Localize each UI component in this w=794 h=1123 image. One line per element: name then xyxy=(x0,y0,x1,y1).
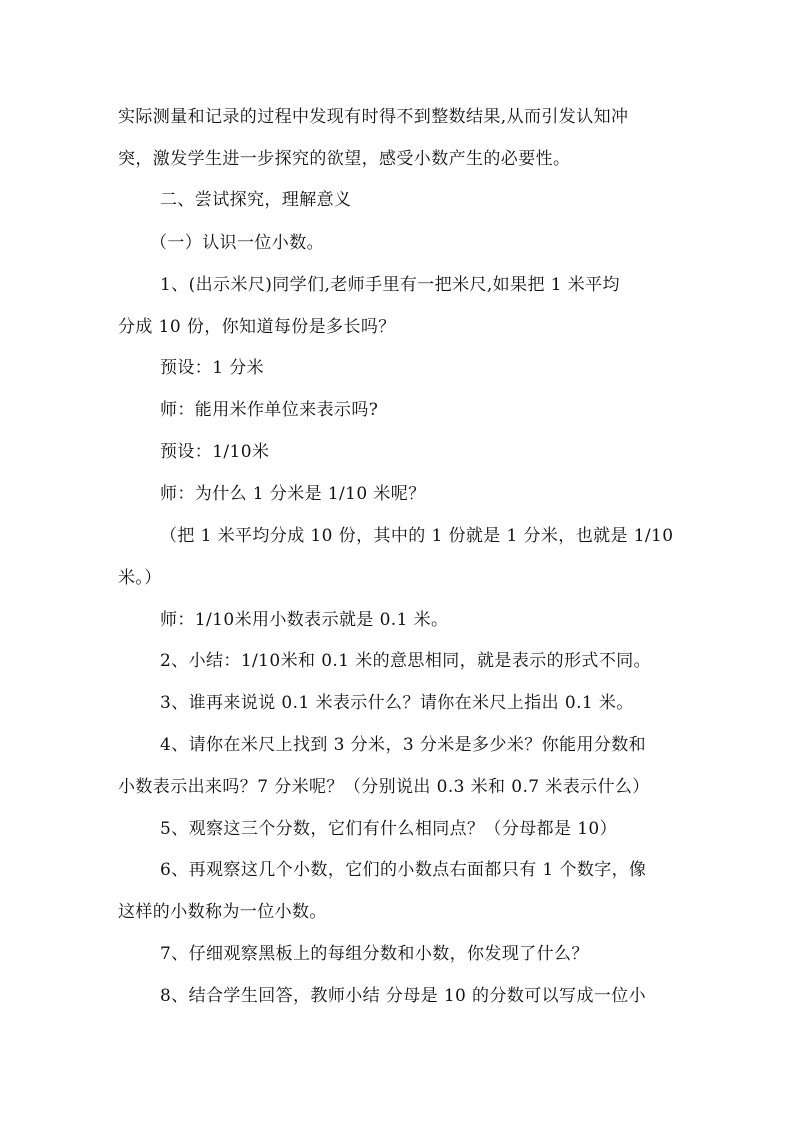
subsection-heading: （一）认识一位小数。 xyxy=(150,233,324,253)
text-line: 小数表示出来吗？7 分米呢？（分别说出 0.3 米和 0.7 米表示什么） xyxy=(118,777,650,797)
text-line: 师：为什么 1 分米是 1/10 米呢？ xyxy=(160,484,426,504)
text-line: 分成 10 份，你知道每份是多长吗？ xyxy=(118,317,396,337)
text-line: 实际测量和记录的过程中发现有时得不到整数结果,从而引发认知冲 xyxy=(118,107,629,127)
text-line: 师：1/10米用小数表示就是 0.1 米。 xyxy=(160,610,449,630)
text-line: 3、谁再来说说 0.1 米表示什么？请你在米尺上指出 0.1 米。 xyxy=(160,693,634,713)
text-line: 突，激发学生进一步探究的欲望，感受小数产生的必要性。 xyxy=(118,149,571,169)
text-line: 米。） xyxy=(118,568,162,588)
text-line: 4、请你在米尺上找到 3 分米，3 分米是多少米？你能用分数和 xyxy=(160,735,647,755)
section-heading: 二、尝试探究，理解意义 xyxy=(160,190,352,210)
text-line: 7、仔细观察黑板上的每组分数和小数，你发现了什么？ xyxy=(160,944,589,964)
text-line: 师：能用米作单位来表示吗? xyxy=(160,400,379,420)
text-line: 8、结合学生回答，教师小结 分母是 10 的分数可以写成一位小 xyxy=(160,986,647,1006)
text-line: 预设：1/10米 xyxy=(160,442,270,462)
text-line: 预设：1 分米 xyxy=(160,358,265,378)
text-line: （把 1 米平均分成 10 份，其中的 1 份就是 1 分米，也就是 1/10 xyxy=(160,526,674,546)
text-line: 1、(出示米尺)同学们,老师手里有一把米尺,如果把 1 米平均 xyxy=(160,275,620,295)
text-line: 6、再观察这几个小数，它们的小数点右面都只有 1 个数字，像 xyxy=(160,860,647,880)
text-line: 5、观察这三个分数，它们有什么相同点？（分母都是 10） xyxy=(160,819,618,839)
text-line: 2、小结：1/10米和 0.1 米的意思相同，就是表示的形式不同。 xyxy=(160,651,652,671)
text-line: 这样的小数称为一位小数。 xyxy=(118,902,327,922)
